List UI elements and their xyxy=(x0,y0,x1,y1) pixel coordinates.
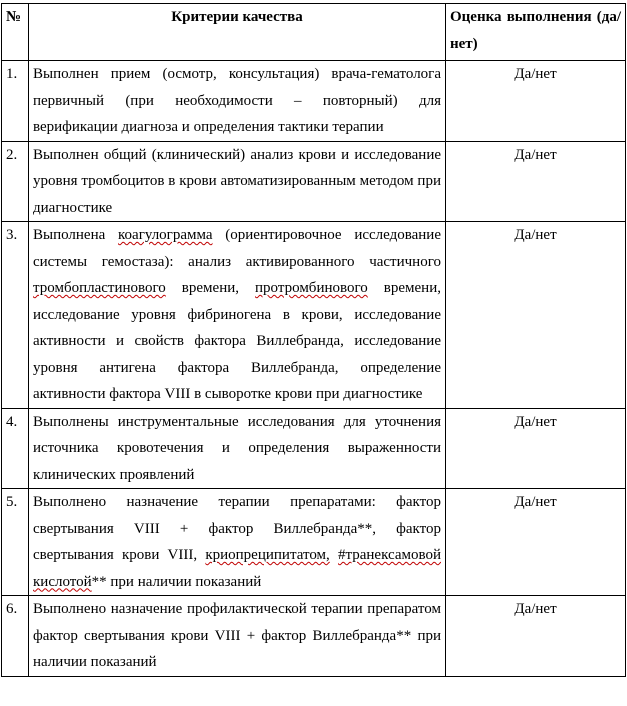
table-body xyxy=(2,61,626,677)
row-number: 5. xyxy=(2,489,29,596)
criterion-text-segment: Выполнен общий (клинический) анализ крови и исследование уровня тромбоцитов в крови автоматизированным методом при диагностике xyxy=(33,146,441,216)
table-header-row xyxy=(2,4,626,61)
criterion-text-segment: Выполнена xyxy=(33,227,119,243)
row-number: 3. xyxy=(2,222,29,409)
row-number: 2. xyxy=(2,141,29,222)
grade-value: Да/нет xyxy=(446,222,626,409)
table-row xyxy=(2,489,626,596)
table-row xyxy=(2,408,626,489)
spellcheck-word: #транексамовой кислотой xyxy=(33,547,441,590)
spellcheck-word: коагулограмма xyxy=(118,227,213,243)
grade-value: Да/нет xyxy=(446,141,626,222)
spellcheck-word: криопреципитатом, xyxy=(205,547,330,563)
grade-value: Да/нет xyxy=(446,61,626,142)
row-number: 4. xyxy=(2,408,29,489)
table-row xyxy=(2,222,626,409)
row-number: 6. xyxy=(2,596,29,677)
row-number: 1. xyxy=(2,61,29,142)
header-number: № xyxy=(2,4,29,61)
grade-value: Да/нет xyxy=(446,408,626,489)
criterion-text-segment: Выполнен прием (осмотр, консультация) врача-гематолога первичный (при необходимости – повторный) для верификации диагноза и определения тактики терапии xyxy=(33,66,441,135)
criterion-text-segment: (ориентировочное исследование системы гемостаза): анализ активированного частичного xyxy=(33,227,441,270)
grade-value: Да/нет xyxy=(446,489,626,596)
criterion-text-segment: ** при наличии показаний xyxy=(91,573,262,590)
criterion-text xyxy=(29,222,446,409)
criterion-text xyxy=(29,141,446,222)
table-row xyxy=(2,61,626,142)
criterion-text xyxy=(29,408,446,489)
spellcheck-word: тромбопластинового xyxy=(33,280,166,296)
table-row xyxy=(2,141,626,222)
criterion-text xyxy=(29,596,446,677)
grade-value: Да/нет xyxy=(446,596,626,677)
spellcheck-word: протромбинового xyxy=(255,280,368,296)
quality-criteria-table xyxy=(1,3,626,677)
table-row xyxy=(2,596,626,677)
header-grade: Оценка выполнения (да/нет) xyxy=(446,4,626,61)
criterion-text-segment: времени, xyxy=(165,280,256,296)
criterion-text-segment: времени, исследование уровня фибриногена в крови, исследование активности и свойств фактора Виллебранда, исследование уровня антигена фактора Виллебранда, определение активности фактора VIII в сыворотке крови при диагностике xyxy=(33,280,441,402)
criterion-text-segment: Выполнено назначение терапии препаратами: фактор свертывания VIII + фактор Виллебранда**, фактор свертывания крови VIII, xyxy=(33,494,441,563)
criterion-text xyxy=(29,489,446,596)
header-criteria: Критерии качества xyxy=(29,4,446,61)
criterion-text xyxy=(29,61,446,142)
criterion-text-segment: Выполнено назначение профилактической терапии препаратом фактор свертывания крови VIII + фактор Виллебранда** при наличии показаний xyxy=(33,601,441,670)
criterion-text-segment xyxy=(330,547,338,563)
criterion-text-segment: Выполнены инструментальные исследования для уточнения источника кровотечения и определения выраженности клинических проявлений xyxy=(33,413,441,483)
